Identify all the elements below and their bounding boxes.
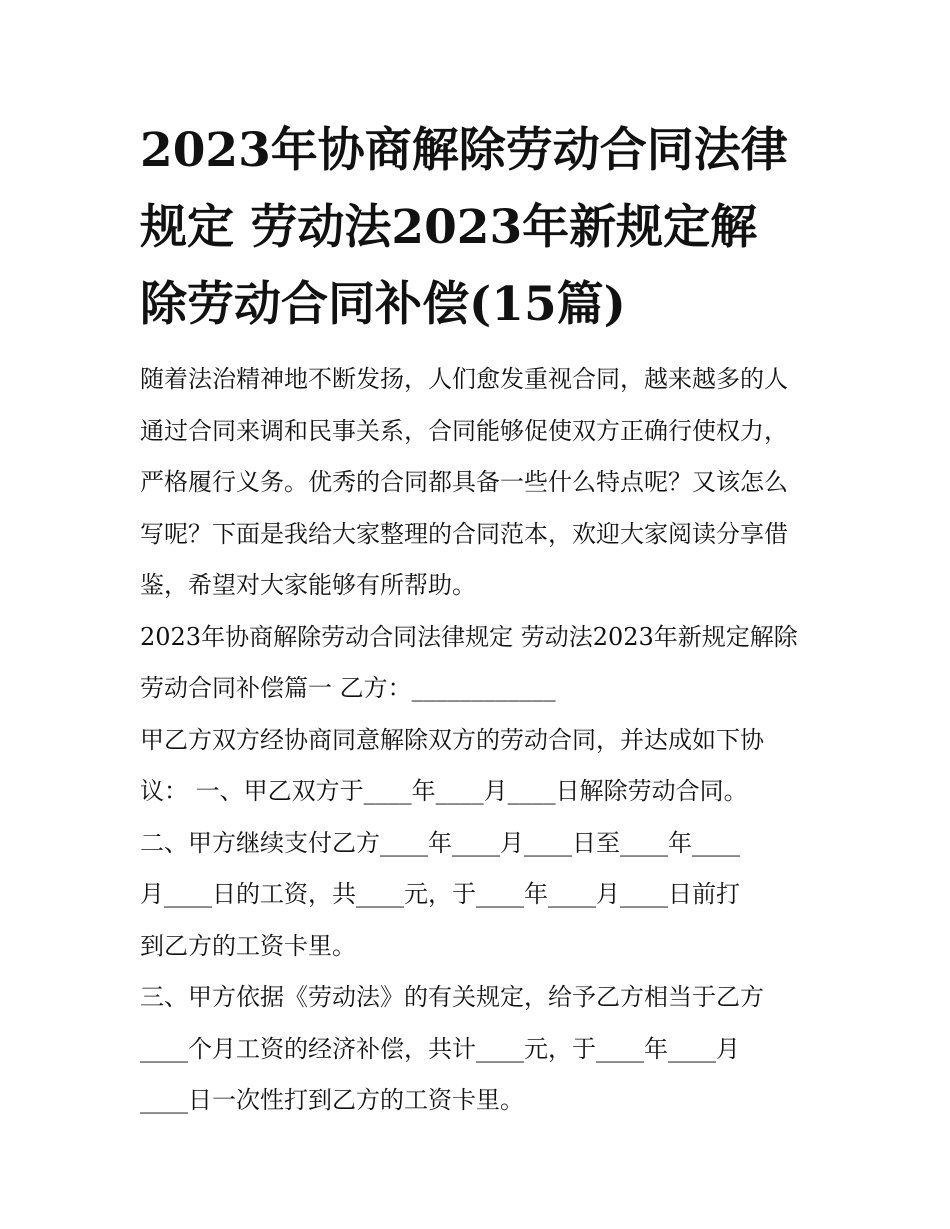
body-line: 到乙方的工资卡里。 bbox=[140, 931, 356, 960]
body-line: 甲乙方双方经协商同意解除双方的劳动合同，并达成如下协 bbox=[140, 725, 764, 754]
body-line: 随着法治精神地不断发扬，人们愈发重视合同，越来越多的人 bbox=[140, 365, 788, 393]
title-line-3: 除劳动合同补偿(15篇) bbox=[140, 277, 626, 332]
document-title bbox=[140, 112, 820, 343]
body-line: 劳动合同补偿篇一 乙方：____________ bbox=[140, 674, 556, 702]
body-line: 鉴，希望对大家能够有所帮助。 bbox=[140, 571, 476, 599]
body-line: ____日一次性打到乙方的工资卡里。 bbox=[140, 1086, 524, 1114]
title-line-2: 规定 劳动法2023年新规定解 bbox=[140, 200, 758, 255]
body-line: 通过合同来调和民事关系，合同能够促使双方正确行使权力， bbox=[140, 416, 788, 445]
body-line: 三、甲方依据《劳动法》的有关规定，给予乙方相当于乙方 bbox=[140, 983, 764, 1011]
body-line: ____个月工资的经济补偿，共计____元，于____年____月 bbox=[140, 1034, 740, 1063]
document-body bbox=[140, 354, 820, 1127]
body-line: 2023年协商解除劳动合同法律规定 劳动法2023年新规定解除 bbox=[140, 622, 798, 651]
body-line: 月____日的工资，共____元，于____年____月____日前打 bbox=[140, 880, 740, 908]
body-line: 严格履行义务。优秀的合同都具备一些什么特点呢？又该怎么 bbox=[140, 468, 788, 496]
body-line: 议： 一、甲乙双方于____年____月____日解除劳动合同。 bbox=[140, 777, 748, 805]
body-line: 二、甲方继续支付乙方____年____月____日至____年____ bbox=[140, 828, 740, 857]
title-line-1: 2023年协商解除劳动合同法律 bbox=[140, 123, 788, 178]
body-line: 写呢？下面是我给大家整理的合同范本，欢迎大家阅读分享借 bbox=[140, 519, 788, 548]
